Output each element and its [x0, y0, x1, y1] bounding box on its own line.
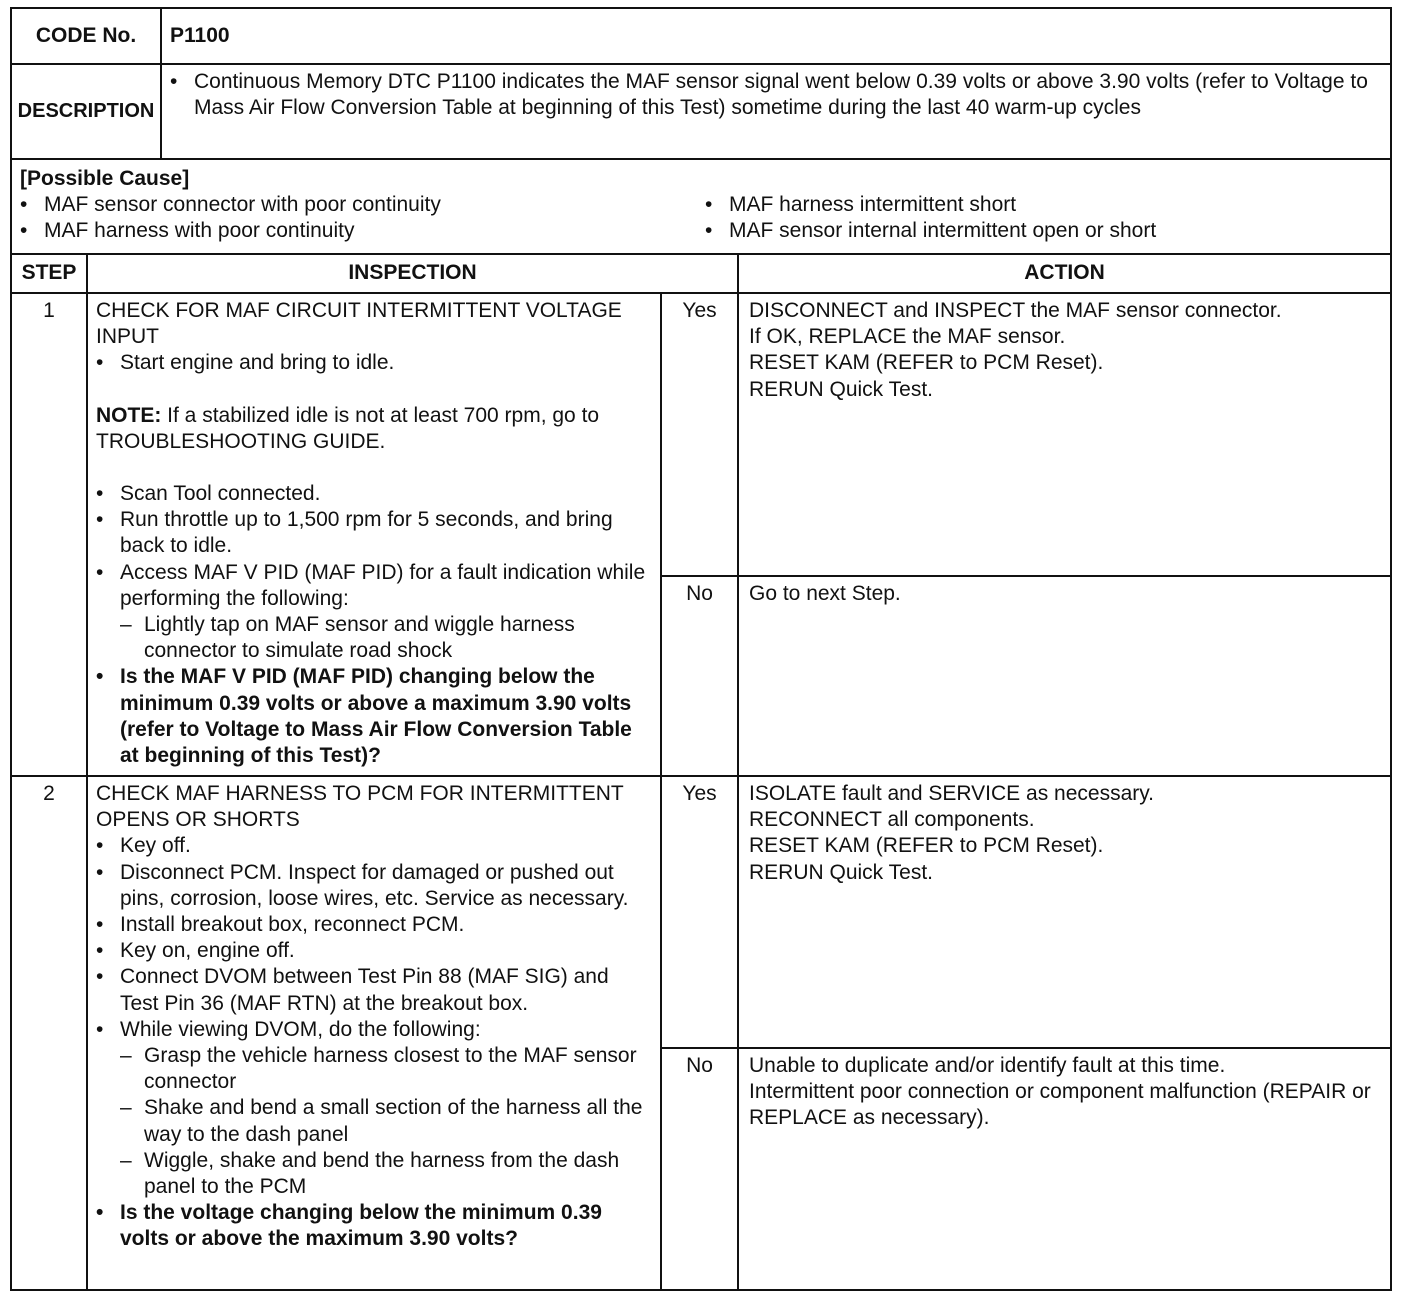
step-subinstruction: Shake and bend a small section of the harness all the way to the dash panel — [144, 1096, 643, 1146]
bullet: • — [96, 508, 104, 532]
step-instruction: Run throttle up to 1,500 rpm for 5 seconds, and bring back to idle. — [120, 508, 613, 558]
dash: – — [120, 613, 132, 637]
bullet: • — [96, 351, 104, 375]
bullet: • — [96, 834, 104, 858]
action-line: Unable to duplicate and/or identify fault at this time. — [749, 1054, 1226, 1077]
no-label: No — [661, 1048, 738, 1290]
action-line: Go to next Step. — [749, 582, 901, 605]
step-instruction: Install breakout box, reconnect PCM. — [120, 913, 465, 937]
diagnostic-table — [10, 7, 1392, 1291]
step-subinstruction: Lightly tap on MAF sensor and wiggle harness connector to simulate road shock — [144, 613, 575, 663]
bullet: • — [705, 193, 713, 217]
description-text: Continuous Memory DTC P1100 indicates the MAF sensor signal went below 0.39 volts or above 3.90 volts (refer to Voltage to Mass Air Flow Conversion Table at beginning of this Test) sometime during the last 40 warm-up cycles — [194, 70, 1368, 120]
yes-action — [738, 293, 1391, 576]
bullet: • — [96, 1201, 104, 1225]
dash: – — [120, 1096, 132, 1120]
bullet: • — [20, 193, 28, 217]
yes-action — [738, 776, 1391, 1048]
code-label: CODE No. — [11, 8, 161, 64]
bullet: • — [96, 939, 104, 963]
cause-item: MAF sensor connector with poor continuity — [44, 193, 441, 217]
no-action — [738, 1048, 1391, 1290]
code-row — [11, 8, 1391, 64]
description-label: DESCRIPTION — [11, 64, 161, 159]
action-line: RECONNECT all components. — [749, 808, 1035, 832]
step-number: 1 — [11, 293, 87, 776]
dash: – — [120, 1044, 132, 1068]
no-label: No — [661, 576, 738, 776]
step-note — [96, 403, 652, 455]
step-1-yes-row — [11, 293, 1391, 576]
bullet: • — [96, 860, 104, 884]
step-instruction: Access MAF V PID (MAF PID) for a fault indication while performing the following: — [120, 560, 646, 610]
action-line: If OK, REPLACE the MAF sensor. — [749, 325, 1066, 349]
cause-item: MAF harness intermittent short — [729, 193, 1017, 217]
step-number: 2 — [11, 776, 87, 1290]
step-header: STEP — [11, 254, 87, 293]
bullet: • — [96, 665, 104, 689]
step-instruction: Key off. — [120, 834, 191, 858]
step-instruction: Disconnect PCM. Inspect for damaged or pushed out pins, corrosion, loose wires, etc. Service as necessary. — [120, 860, 629, 910]
step-2-yes-row — [11, 776, 1391, 1048]
column-header-row — [11, 254, 1391, 293]
step-instruction: Scan Tool connected. — [120, 482, 321, 506]
action-line: DISCONNECT and INSPECT the MAF sensor connector. — [749, 299, 1282, 322]
cause-item: MAF sensor internal intermittent open or short — [729, 219, 1157, 243]
step-instruction: Key on, engine off. — [120, 939, 295, 963]
no-action — [738, 576, 1391, 776]
bullet: • — [96, 1017, 104, 1041]
bullet: • — [96, 965, 104, 989]
step-instruction: While viewing DVOM, do the following: — [120, 1017, 481, 1041]
code-value: P1100 — [161, 8, 1391, 64]
note-text: If a stabilized idle is not at least 700 rpm, go to TROUBLESHOOTING GUIDE. — [96, 403, 600, 453]
step-subinstruction: Wiggle, shake and bend the harness from the dash panel to the PCM — [144, 1148, 620, 1199]
bullet: • — [20, 219, 28, 243]
step-1-inspection — [87, 293, 661, 776]
step-title: CHECK FOR MAF CIRCUIT INTERMITTENT VOLTAGE INPUT — [96, 299, 622, 349]
bullet: • — [96, 913, 104, 937]
action-line: RERUN Quick Test. — [749, 860, 933, 884]
possible-cause-row — [11, 159, 1391, 254]
step-2-inspection — [87, 776, 661, 1290]
bullet: • — [96, 482, 104, 506]
description-cell — [161, 64, 1391, 159]
action-line: Intermittent poor connection or component malfunction (REPAIR or REPLACE as necessary). — [749, 1080, 1371, 1130]
step-question: Is the MAF V PID (MAF PID) changing below the minimum 0.39 volts or above a maximum 3.90 volts (refer to Voltage to Mass Air Flow Conversion Table at beginning of this Test)? — [120, 665, 632, 768]
inspection-header: INSPECTION — [87, 254, 738, 293]
bullet: • — [96, 560, 104, 584]
step-instruction: Start engine and bring to idle. — [120, 351, 395, 375]
possible-cause-title: [Possible Cause] — [20, 167, 190, 190]
step-question: Is the voltage changing below the minimum 0.39 volts or above the maximum 3.90 volts? — [120, 1201, 602, 1251]
note-label: NOTE: — [96, 403, 162, 427]
step-title: CHECK MAF HARNESS TO PCM FOR INTERMITTENT OPENS OR SHORTS — [96, 782, 624, 832]
step-instruction: Connect DVOM between Test Pin 88 (MAF SIG) and Test Pin 36 (MAF RTN) at the breakout box. — [120, 965, 609, 1015]
yes-label: Yes — [661, 776, 738, 1048]
bullet: • — [705, 219, 713, 243]
action-line: ISOLATE fault and SERVICE as necessary. — [749, 782, 1155, 805]
diagnostic-sheet — [10, 7, 1390, 1291]
possible-cause-cell — [11, 159, 1391, 254]
cause-item: MAF harness with poor continuity — [44, 219, 355, 243]
action-line: RERUN Quick Test. — [749, 377, 933, 401]
action-line: RESET KAM (REFER to PCM Reset). — [749, 834, 1104, 858]
yes-label: Yes — [661, 293, 738, 576]
step-subinstruction: Grasp the vehicle harness closest to the MAF sensor connector — [144, 1044, 637, 1094]
bullet: • — [170, 70, 178, 93]
action-line: RESET KAM (REFER to PCM Reset). — [749, 351, 1104, 375]
dash: – — [120, 1148, 132, 1172]
description-row — [11, 64, 1391, 159]
action-header: ACTION — [738, 254, 1391, 293]
